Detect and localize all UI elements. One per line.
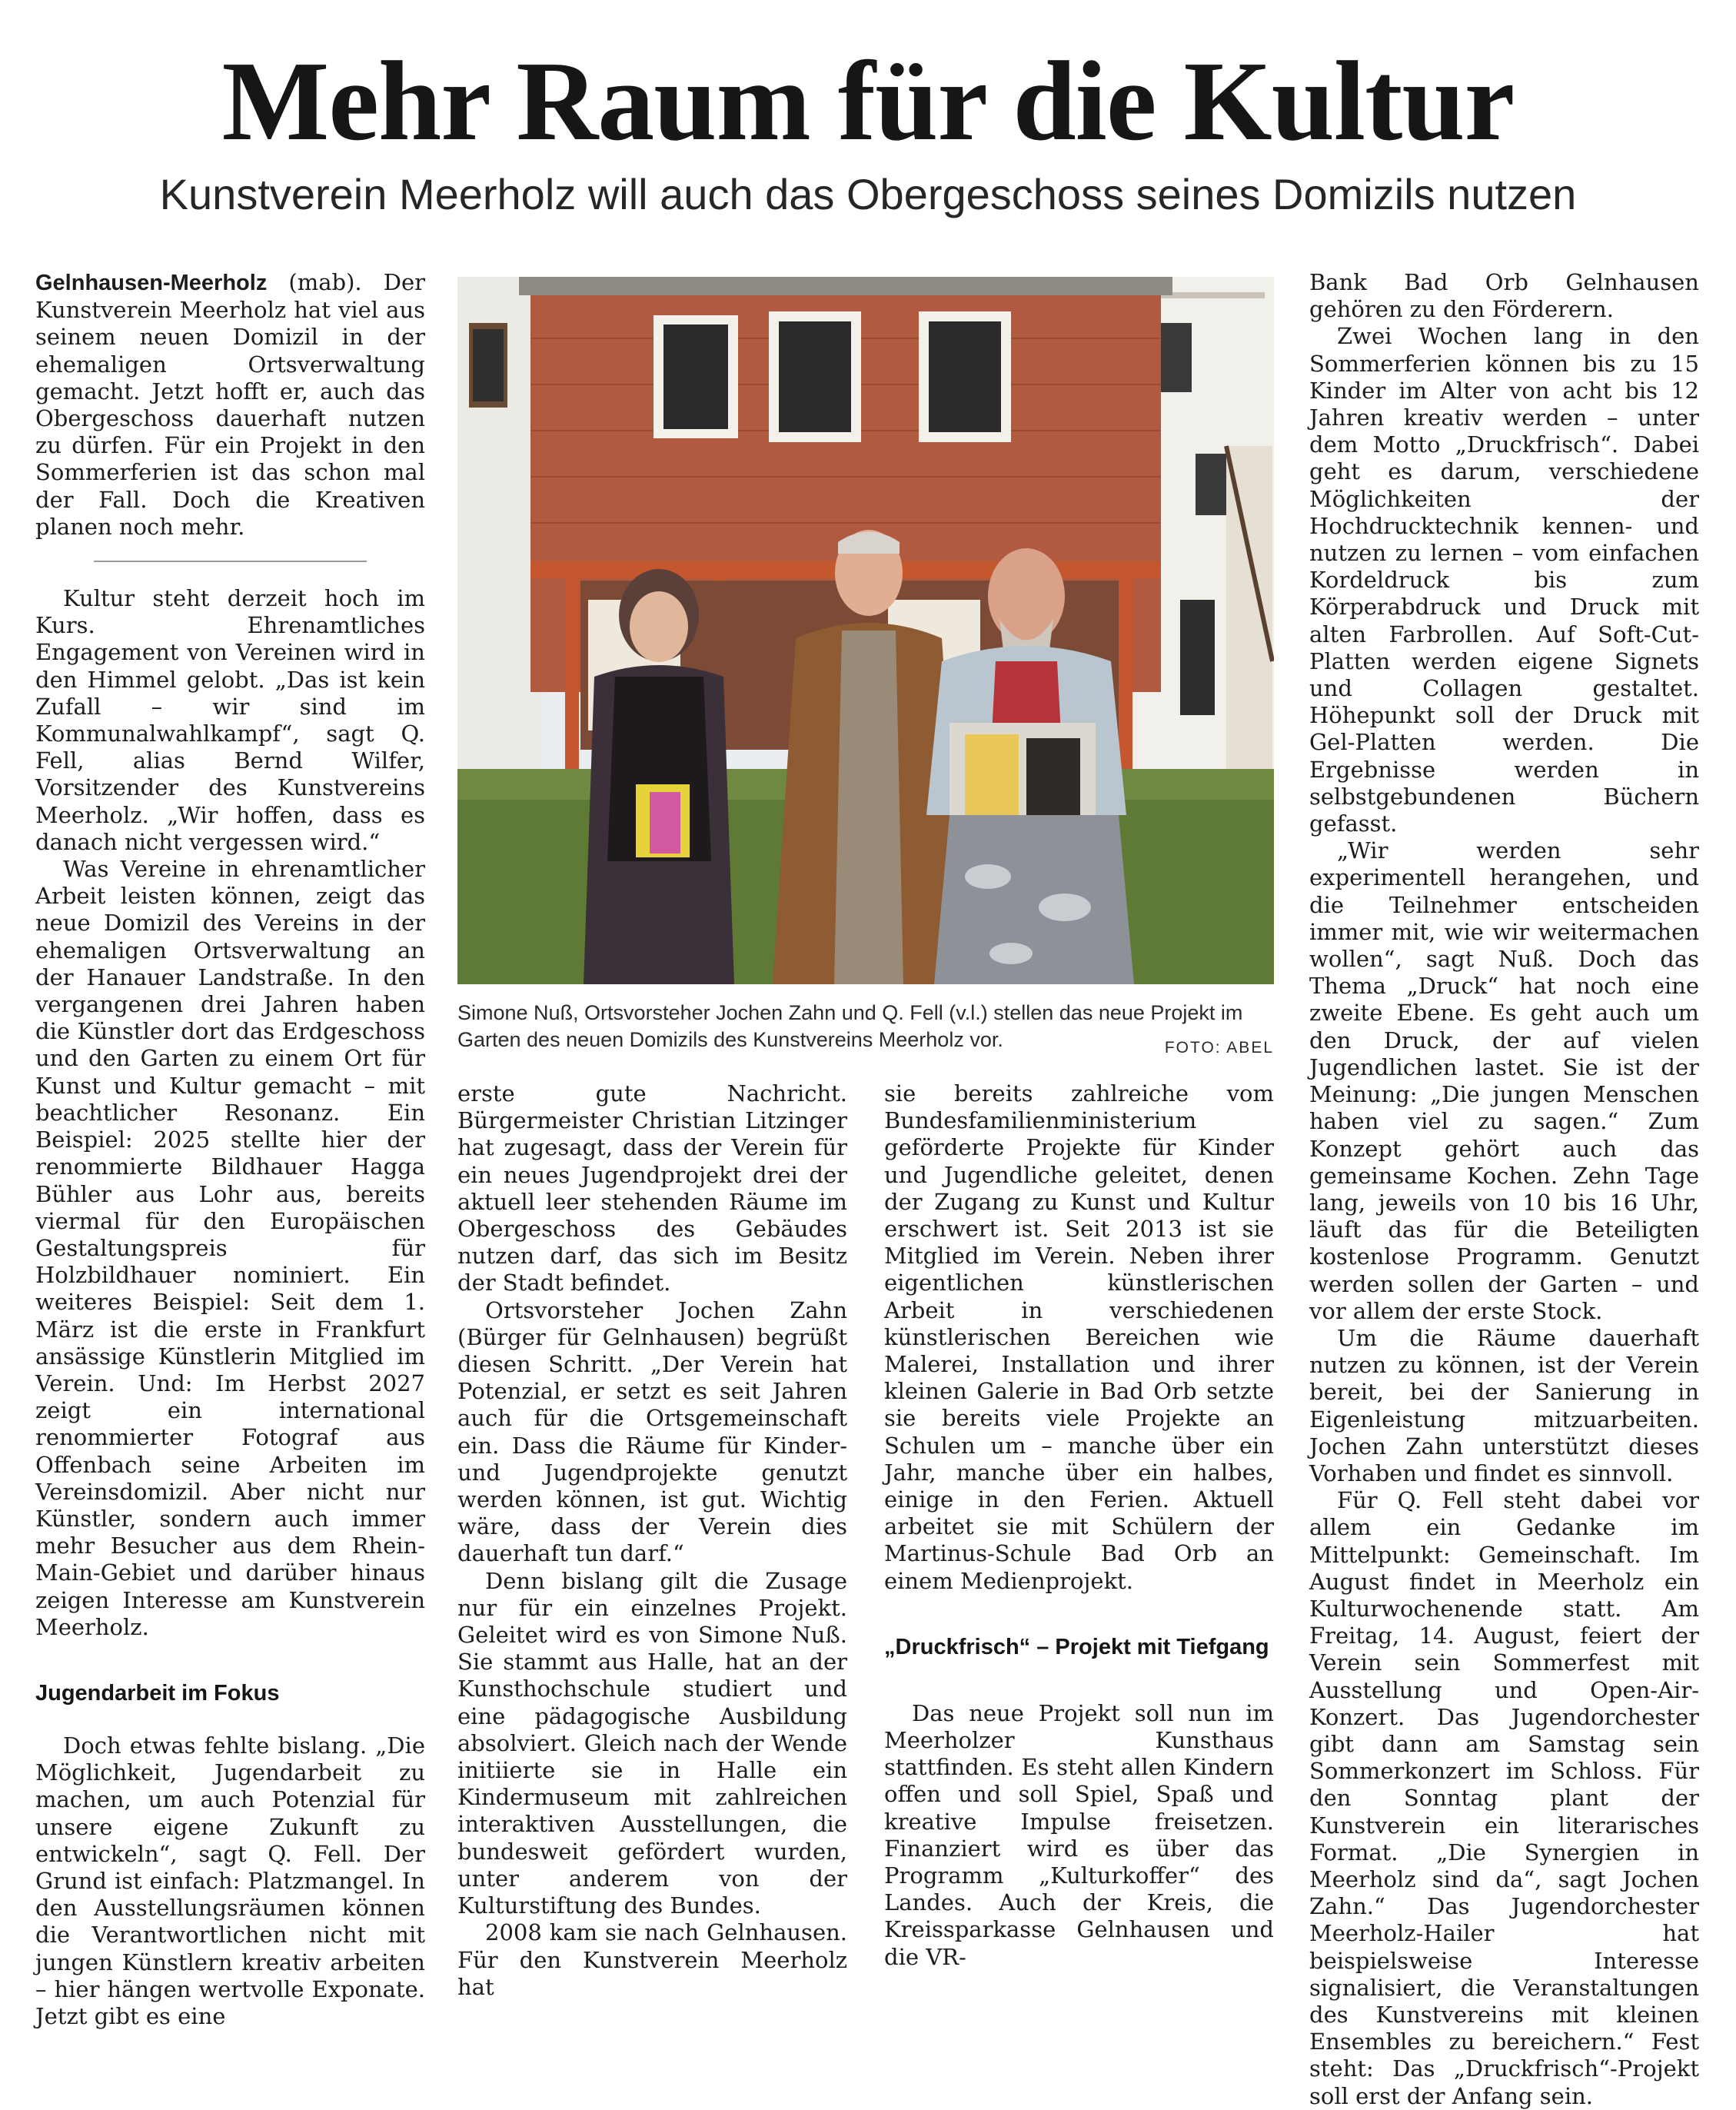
section-heading: „Druckfrisch“ – Projekt mit Tiefgang	[884, 1634, 1269, 1659]
body-paragraph: Doch etwas fehlte bislang. „Die Möglichkeit, Jugendarbeit zu machen, um auch Potenzial für unsere eigene Zukunft zu entwickeln“, sagt Q. Fell. Der Grund ist einfach: Platzmangel. In den Ausstellungsräumen können die Verantwortlichen nicht mit jungen Künstlern kreativ arbeiten – hier hängen wertvolle Exponate. Jetzt gibt es eine	[35, 1732, 425, 2029]
body-paragraph: 2008 kam sie nach Gelnhausen. Für den Kunstverein Meerholz hat	[457, 1919, 847, 2000]
column-4	[1309, 269, 1699, 2110]
column-2	[457, 1080, 847, 2001]
body-paragraph: Kultur steht derzeit hoch im Kurs. Ehrenamtliches Engagement von Vereinen wird in den Himmel gelobt. „Das ist kein Zufall – wir sind im Kommunalwahlkampf“, sagt Q. Fell, alias Bernd Wilfer, Vorsitzender des Kunstvereins Meerholz. „Wir hoffen, dass es danach nicht vergessen wird.“	[35, 585, 425, 855]
lead-paragraph	[35, 269, 425, 541]
body-paragraph: erste gute Nachricht. Bürgermeister Christian Litzinger hat zugesagt, dass der Verein für ein neues Jugendprojekt drei der aktuell leer stehenden Räume im Obergeschoss des Gebäudes nutzen darf, das sich im Besitz der Stadt befindet.	[457, 1080, 847, 1296]
article-photo	[457, 277, 1274, 984]
lead-divider	[94, 561, 367, 562]
section-heading: Jugendarbeit im Fokus	[35, 1680, 280, 1706]
body-paragraph: sie bereits zahlreiche vom Bundesfamilienministerium geförderte Projekte für Kinder und Jugendliche geleitet, denen der Zugang zu Kunst und Kultur erschwert ist. Seit 2013 ist sie Mitglied im Verein. Neben ihrer eigentlichen künstlerischen Arbeit in verschiedenen künstlerischen Bereichen wie Malerei, Installation und ihrer kleinen Galerie in Bad Orb setzte sie bereits viele Projekte an Schulen um – manche über ein Jahr, manche über ein halbes, einige in den Ferien. Aktuell arbeitet sie mit Schülern der Martinus-Schule Bad Orb an einem Medienprojekt.	[884, 1080, 1274, 1594]
body-paragraph: „Wir werden sehr experimentell herangehen, und die Teilnehmer entscheiden immer mit, wie wir weitermachen wollen“, sagt Nuß. Doch das Thema „Druck“ hat noch eine zweite Ebene. Es geht auch um den Druck, der auf vielen Jugendlichen lastet. Sie ist der Meinung: „Die jungen Menschen haben viel zu sagen.“ Zum Konzept gehört auch das gemeinsame Kochen. Zehn Tage lang, jeweils von 10 bis 16 Uhr, läuft das für die Beteiligten kostenlose Programm. Genutzt werden sollen der Garten – und vor allem der erste Stock.	[1309, 837, 1699, 1324]
column-1	[35, 269, 425, 2030]
caption-text: Simone Nuß, Ortsvorsteher Jochen Zahn und Q. Fell (v.l.) stellen das neue Projekt im Garten des neuen Domizils des Kunstvereins Meerholz vor.	[457, 1001, 1243, 1051]
body-paragraph: Bank Bad Orb Gelnhausen gehören zu den Förderern.	[1309, 269, 1699, 323]
column-3	[884, 1080, 1274, 1971]
body-paragraph: Ortsvorsteher Jochen Zahn (Bürger für Gelnhausen) begrüßt diesen Schritt. „Der Verein hat Potenzial, er setzt es seit Jahren auch für die Ortsgemeinschaft ein. Dass die Räume für Kinder- und Jugendprojekte genutzt werden können, ist gut. Wichtig wäre, dass der Verein dies dauerhaft tun darf.“	[457, 1296, 847, 1567]
headline: Mehr Raum für die Kultur	[221, 38, 1515, 165]
photo-illustration	[457, 277, 1274, 984]
lead-text: (mab). Der Kunstverein Meerholz hat viel aus seinem neuen Domizil in der ehemaligen Ortsverwaltung gemacht. Jetzt hofft er, auch das Obergeschoss dauerhaft nutzen zu dürfen. Für ein Projekt in den Sommerferien ist das schon mal der Fall. Doch die Kreativen planen noch mehr.	[35, 269, 425, 540]
photo-credit: FOTO: ABEL	[1164, 1039, 1274, 1057]
body-paragraph: Um die Räume dauerhaft nutzen zu können, ist der Verein bereit, bei der Sanierung in Eigenleistung mitzuarbeiten. Jochen Zahn unterstützt dieses Vorhaben und findet es sinnvoll.	[1309, 1324, 1699, 1486]
body-paragraph: Denn bislang gilt die Zusage nur für ein einzelnes Projekt. Geleitet wird es von Simone Nuß. Sie stammt aus Halle, hat an der Kunsthochschule studiert und eine pädagogische Ausbildung absolviert. Gleich nach der Wende initiierte sie in Halle ein Kindermuseum mit zahlreichen interaktiven Ausstellungen, die bundesweit gefördert wurden, unter anderem von der Kulturstiftung des Bundes.	[457, 1567, 847, 1919]
subheadline: Kunstverein Meerholz will auch das Obergeschoss seines Domizils nutzen	[159, 170, 1577, 218]
body-paragraph: Zwei Wochen lang in den Sommerferien können bis zu 15 Kinder im Alter von acht bis 12 Jahren kreativ werden – unter dem Motto „Druckfrisch“. Dabei geht es darum, verschiedene Möglichkeiten der Hochdrucktechnik kennen- und nutzen zu lernen – vom einfachen Kordeldruck bis zum Körperabdruck und Druck mit alten Farbrollen. Auf Soft-Cut-Platten werden eigene Signets und Collagen gestaltet. Höhepunkt soll der Druck mit Gel-Platten werden. Die Ergebnisse werden in selbstgebundenen Büchern gefasst.	[1309, 323, 1699, 837]
body-paragraph: Was Vereine in ehrenamtlicher Arbeit leisten können, zeigt das neue Domizil des Vereins in der ehemaligen Ortsverwaltung an der Hanauer Landstraße. In den vergangenen drei Jahren haben die Künstler dort das Erdgeschoss und den Garten zu einem Ort für Kunst und Kultur gemacht – mit beachtlicher Resonanz. Ein Beispiel: 2025 stellte hier der renommierte Bildhauer Hagga Bühler aus Lohr aus, bereits viermal für den Europäischen Gestaltungspreis für Holzbildhauer nominiert. Ein weiteres Beispiel: Seit dem 1. März ist die erste in Frankfurt ansässige Künstlerin Mitglied im Verein. Und: Im Herbst 2027 zeigt ein international renommierter Fotograf aus Offenbach seine Arbeiten im Vereinsdomizil. Aber nicht nur Künstler, sondern auch immer mehr Besucher aus dem Rhein-Main-Gebiet und darüber hinaus zeigen Interesse am Kunstverein Meerholz.	[35, 856, 425, 1640]
dateline: Gelnhausen-Meerholz	[35, 271, 268, 295]
body-paragraph: Für Q. Fell steht dabei vor allem ein Gedanke im Mittelpunkt: Gemeinschaft. Im August findet in Meerholz ein Kulturwochenende statt. Am Freitag, 14. August, feiert der Verein sein Sommerfest mit Ausstellung und Open-Air-Konzert. Das Jugendorchester gibt dann am Samstag sein Sommerkonzert im Schloss. Für den Sonntag plant der Kunstverein ein literarisches Format. „Die Synergien in Meerholz sind da“, sagt Jochen Zahn.“ Das Jugendorchester Meerholz-Hailer hat beispielsweise Interesse signalisiert, die Veranstaltungen des Kunstvereins mit kleinen Ensembles zu bereichern.“ Fest steht: Das „Druckfrisch“-Projekt soll erst der Anfang sein.	[1309, 1487, 1699, 2109]
body-paragraph: Das neue Projekt soll nun im Meerholzer Kunsthaus stattfinden. Es steht allen Kindern offen und soll Spiel, Spaß und kreative Impulse freisetzen. Finanziert wird es über das Programm „Kulturkoffer“ des Landes. Auch der Kreis, die Kreissparkasse Gelnhausen und die VR-	[884, 1699, 1274, 1970]
photo-caption	[457, 1000, 1274, 1061]
